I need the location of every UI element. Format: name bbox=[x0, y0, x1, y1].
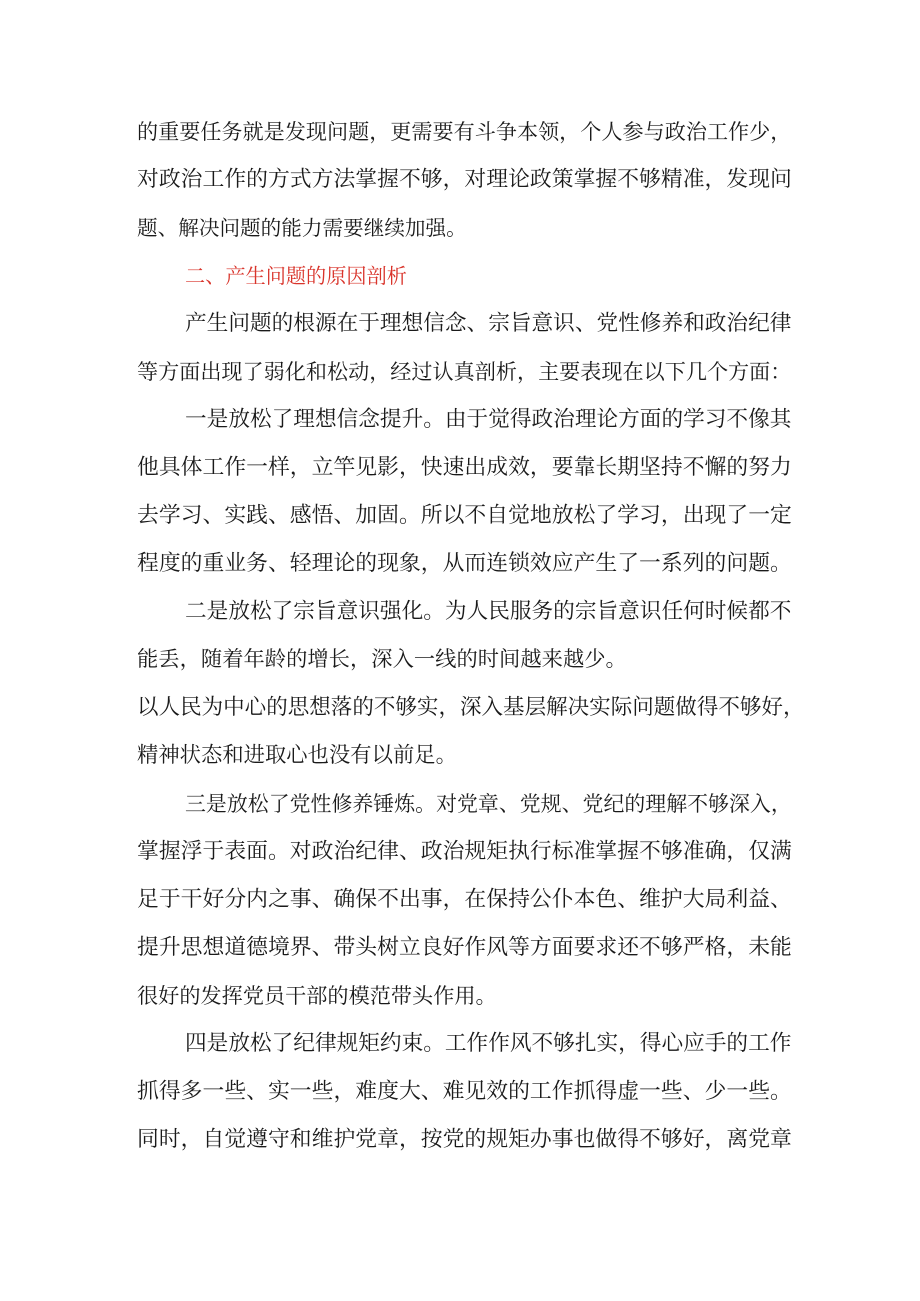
paragraph-line: 去学习、实践、感悟、加固。所以不自觉地放松了学习，出现了一定 bbox=[137, 503, 792, 528]
paragraph-line: 二是放松了宗旨意识强化。为人民服务的宗旨意识任何时候都不 bbox=[185, 599, 792, 624]
paragraph-line: 的重要任务就是发现问题，更需要有斗争本领，个人参与政治工作少， bbox=[137, 119, 792, 144]
paragraph-line: 三是放松了党性修养锤炼。对党章、党规、党纪的理解不够深入， bbox=[185, 792, 792, 816]
paragraph-line: 产生问题的根源在于理想信念、宗旨意识、党性修养和政治纪律 bbox=[185, 311, 792, 336]
section-heading: 二、产生问题的原因剖析 bbox=[185, 264, 407, 288]
paragraph-line: 能丢，随着年龄的增长，深入一线的时间越来越少。 bbox=[137, 647, 627, 672]
paragraph-line: 等方面出现了弱化和松动，经过认真剖析，主要表现在以下几个方面： bbox=[137, 359, 792, 384]
paragraph-line: 一是放松了理想信念提升。由于觉得政治理论方面的学习不像其 bbox=[185, 407, 792, 432]
paragraph-line: 对政治工作的方式方法掌握不够，对理论政策掌握不够精准，发现问 bbox=[137, 167, 792, 192]
paragraph-line: 抓得多一些、实一些，难度大、难见效的工作抓得虚一些、少一些。 bbox=[137, 1079, 792, 1104]
paragraph-line: 精神状态和进取心也没有以前足。 bbox=[137, 743, 457, 768]
paragraph-line: 提升思想道德境界、带头树立良好作风等方面要求还不够严格，未能 bbox=[137, 935, 792, 960]
paragraph-line: 同时，自觉遵守和维护党章，按党的规矩办事也做得不够好，离党章 bbox=[137, 1127, 792, 1152]
paragraph-line: 程度的重业务、轻理论的现象，从而连锁效应产生了一系列的问题。 bbox=[137, 551, 792, 576]
paragraph-line: 足于干好分内之事、确保不出事，在保持公仆本色、维护大局利益、 bbox=[137, 887, 792, 912]
paragraph-line: 很好的发挥党员干部的模范带头作用。 bbox=[137, 983, 497, 1008]
paragraph-line: 四是放松了纪律规矩约束。工作作风不够扎实，得心应手的工作 bbox=[185, 1031, 792, 1056]
paragraph-line: 他具体工作一样，立竿见影，快速出成效，要靠长期坚持不懈的努力 bbox=[137, 455, 792, 480]
paragraph-line: 题、解决问题的能力需要继续加强。 bbox=[137, 216, 467, 240]
paragraph-line: 以人民为中心的思想落的不够实，深入基层解决实际问题做得不够好， bbox=[137, 695, 805, 720]
paragraph-line: 掌握浮于表面。对政治纪律、政治规矩执行标准掌握不够准确，仅满 bbox=[137, 839, 792, 864]
